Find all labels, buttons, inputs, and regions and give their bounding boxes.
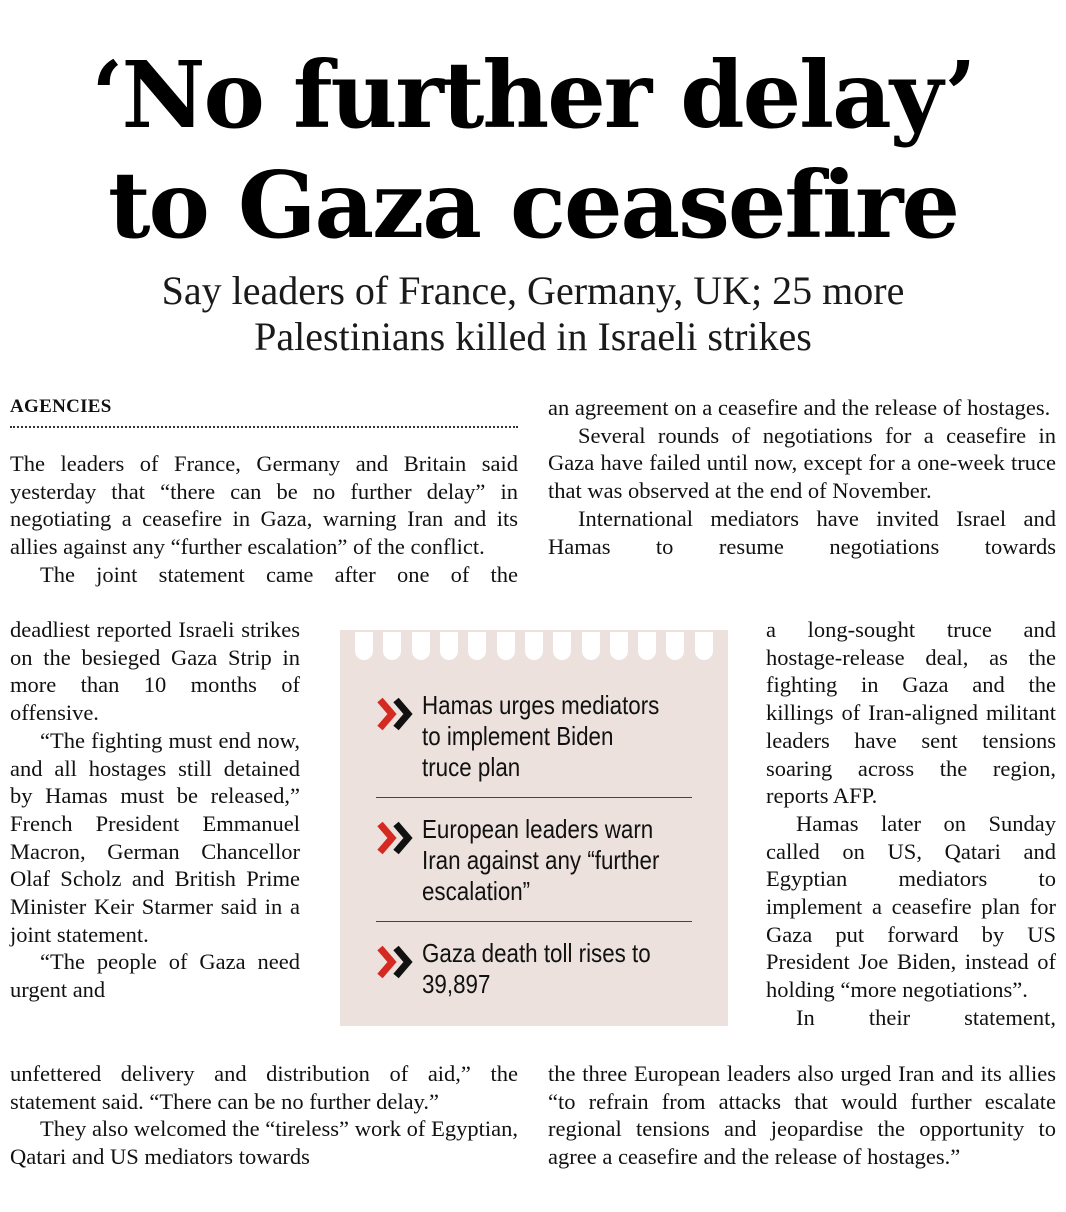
subheadline-line-1: Say leaders of France, Germany, UK; 25 more [161, 268, 905, 313]
hole [412, 632, 430, 660]
hole [695, 632, 713, 660]
highlight-item [376, 690, 692, 798]
hole [440, 632, 458, 660]
paragraph-lead: In their statement, [796, 1004, 1056, 1030]
highlight-line: European leaders warn [422, 814, 654, 844]
hole [638, 632, 656, 660]
highlight-line: Gaza death toll rises to [422, 938, 651, 968]
highlight-text [422, 814, 659, 907]
paragraph-lead: “The people of Gaza need urgent and [10, 949, 300, 1003]
hole [553, 632, 571, 660]
col2-narrow [766, 616, 1056, 1032]
col1-bottom [10, 1060, 518, 1171]
highlight-text [422, 690, 659, 783]
paragraph-lead: International mediators have invited Israel and Hamas to resume negotiations towards [548, 505, 1056, 559]
highlights-list [376, 690, 692, 1030]
subheadline-line-2: Palestinians killed in Israeli strikes [254, 314, 812, 359]
paragraph: the three European leaders also urged Iran and its allies “to refrain from attacks that would further escalate regional tensions and jeopardise the opportunity to agree a ceasefire and the release of hostages.” [548, 1061, 1056, 1170]
highlight-line: escalation” [422, 876, 531, 906]
col1-narrow [10, 616, 300, 1004]
hole [582, 632, 600, 660]
paragraph: deadliest reported Israeli strikes on the besieged Gaza Strip in more than 10 months of offensive. [10, 617, 300, 726]
highlight-line: Hamas urges mediators [422, 690, 660, 720]
hole [468, 632, 486, 660]
paragraph-lead: The joint statement came after one of the [40, 561, 518, 587]
double-chevron-icon [376, 942, 422, 982]
paragraph: Several rounds of negotiations for a ceasefire in Gaza have failed until now, except for a one-week truce that was observed at the end of November. [548, 422, 1056, 504]
highlight-line: truce plan [422, 752, 521, 782]
col2-bottom [548, 1060, 1056, 1171]
paragraph: The leaders of France, Germany and Britain said yesterday that “there can be no further delay” in negotiating a ceasefire in Gaza, warning Iran and its allies against any “further escalation” of the conflict. [10, 451, 518, 560]
hole [355, 632, 373, 660]
headline-line-2: to Gaza ceasefire [108, 151, 958, 259]
byline: AGENCIES [10, 396, 518, 428]
paragraph: a long-sought truce and hostage-release deal, as the fighting in Gaza and the killings of Iran-aligned militant leaders have sent tensions soaring across the region, reports AFP. [766, 617, 1056, 809]
paragraph: unfettered delivery and distribution of aid,” the statement said. “There can be no further delay.” [10, 1061, 518, 1114]
hole [610, 632, 628, 660]
highlight-line: 39,897 [422, 969, 491, 999]
notepad-holes [340, 630, 728, 660]
hole [666, 632, 684, 660]
paragraph: “The fighting must end now, and all hostages still detained by Hamas must be released,” French President Emmanuel Macron, German Chancellor Olaf Scholz and British Prime Minister Keir Starmer said in a joint statement. [10, 727, 300, 947]
col1-top [10, 450, 518, 589]
double-chevron-icon [376, 818, 422, 858]
highlight-item [376, 938, 692, 1014]
double-chevron-icon [376, 694, 422, 734]
highlight-item [376, 814, 692, 922]
highlights-box [340, 630, 728, 1026]
highlight-line: Iran against any “further [422, 845, 660, 875]
hole [525, 632, 543, 660]
paragraph: They also welcomed the “tireless” work of Egyptian, Qatari and US mediators towards [10, 1116, 518, 1170]
highlight-line: to implement Biden [422, 721, 614, 751]
paragraph: an agreement on a ceasefire and the release of hostages. [548, 395, 1051, 420]
paragraph: Hamas later on Sunday called on US, Qatari and Egyptian mediators to implement a ceasefire plan for Gaza put forward by US President Joe Biden, instead of holding “more negotiations”. [766, 810, 1056, 1003]
headline [0, 40, 1066, 260]
hole [497, 632, 515, 660]
subheadline [0, 268, 1066, 360]
highlight-text [422, 938, 654, 1000]
headline-line-1: ‘No further delay’ [91, 41, 975, 149]
col2-top [548, 394, 1056, 560]
hole [383, 632, 401, 660]
